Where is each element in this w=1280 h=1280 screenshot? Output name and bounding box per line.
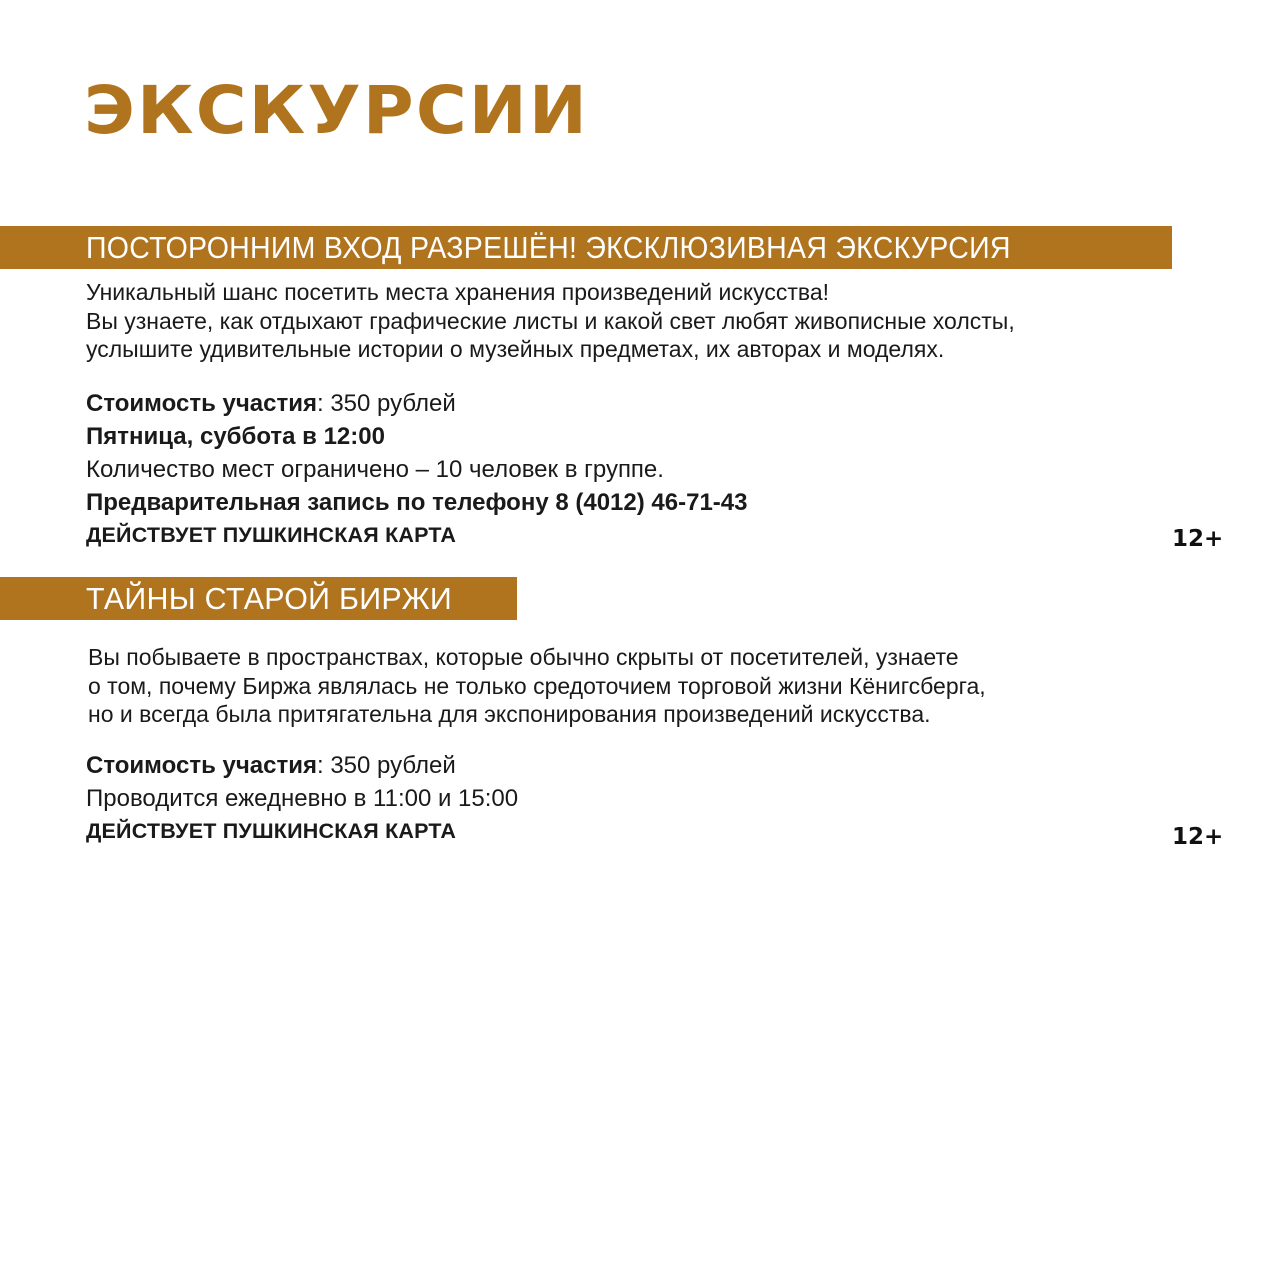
excursion-1-description [86,278,1015,364]
excursion-1-title-banner [0,226,1172,269]
price-row [86,387,747,420]
excursion-1-title: ПОСТОРОННИМ ВХОД РАЗРЕШЁН! ЭКСКЛЮЗИВНАЯ ЭКСКУРСИЯ [86,229,1011,265]
description-line: о том, почему Биржа являлась не только средоточием торговой жизни Кёнигсберга, [88,672,986,699]
description-line: но и всегда была притягательна для экспонирования произведений искусства. [88,701,931,727]
description-line: Вы узнаете, как отдыхают графические листы и какой свет любят живописные холсты, [86,307,1015,334]
age-rating-badge: 12+ [1172,824,1224,850]
price-label: Стоимость участия [86,752,317,779]
excursion-2-title-banner [0,577,517,620]
description-line: Вы побываете в пространствах, которые обычно скрыты от посетителей, узнаете [88,644,959,670]
capacity: Количество мест ограничено – 10 человек в группе. [86,456,664,483]
pushkin-card-note: ДЕЙСТВУЕТ ПУШКИНСКАЯ КАРТА [86,523,457,547]
excursion-2-title: ТАЙНЫ СТАРОЙ БИРЖИ [86,580,453,616]
excursion-2-info [86,749,518,848]
description-line: Уникальный шанс посетить места хранения произведений искусства! [86,279,830,305]
excursion-1-info [86,387,747,552]
price-separator: : [316,752,324,779]
schedule: Пятница, суббота в 12:00 [86,423,385,450]
excursion-2-description [88,643,986,729]
pushkin-card-note: ДЕЙСТВУЕТ ПУШКИНСКАЯ КАРТА [86,819,457,843]
page-title: ЭКСКУРСИИ [84,72,589,149]
price-label: Стоимость участия [86,390,317,417]
booking-phone: Предварительная запись по телефону 8 (4012) 46-71-43 [86,489,748,516]
price-row [86,749,518,782]
price-value: 350 рублей [323,752,456,779]
price-separator: : [316,390,324,417]
price-value: 350 рублей [323,390,456,417]
age-rating-badge: 12+ [1172,526,1224,552]
description-line: услышите удивительные истории о музейных предметах, их авторах и моделях. [86,336,945,362]
schedule: Проводится ежедневно в 11:00 и 15:00 [86,785,519,812]
